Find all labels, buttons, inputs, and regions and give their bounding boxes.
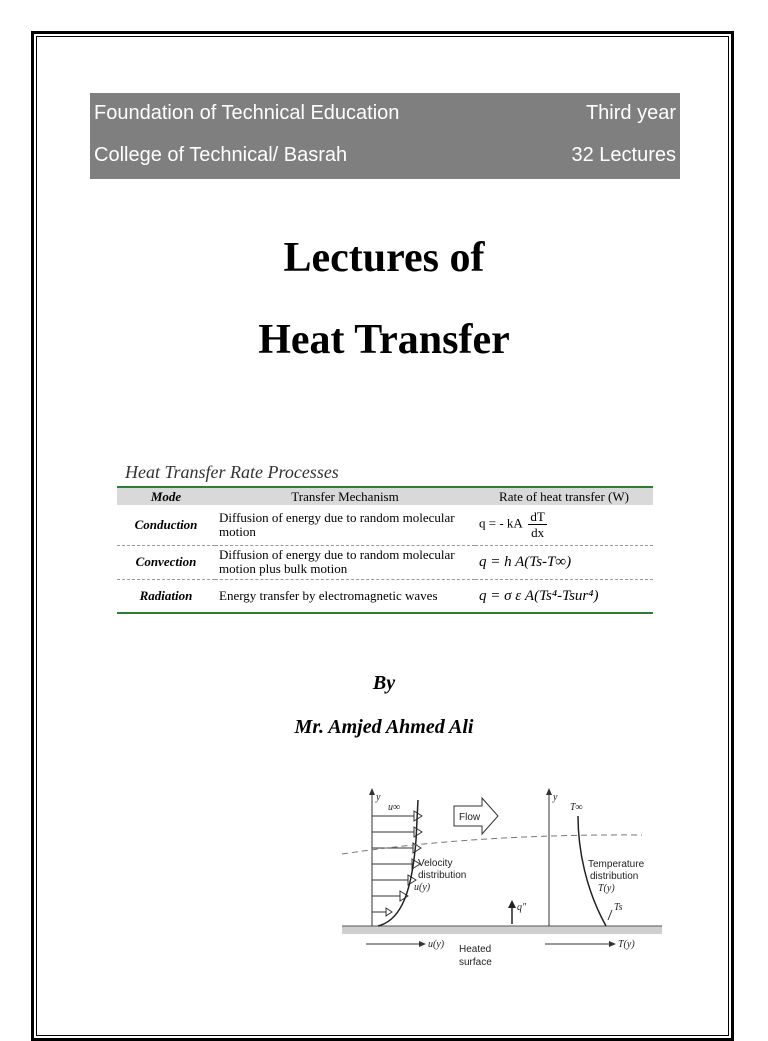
table-row bbox=[117, 545, 653, 579]
left-y-label: y bbox=[376, 792, 381, 803]
boundary-layer-diagram bbox=[342, 780, 662, 975]
college-name: College of Technical/ Basrah bbox=[94, 143, 348, 166]
mechanism-cell: Diffusion of energy due to random molecular motion bbox=[219, 509, 455, 539]
boundary-layer-figure bbox=[342, 780, 662, 975]
right-y-label: y bbox=[553, 792, 558, 803]
temperature-label-2: distribution bbox=[590, 871, 639, 882]
header-row-2 bbox=[94, 139, 676, 171]
rate-processes-table bbox=[117, 462, 653, 614]
heat-flux-arrow-icon bbox=[508, 900, 516, 908]
velocity-arrows bbox=[372, 811, 422, 916]
velocity-label-1: Velocity bbox=[418, 858, 453, 869]
rate-cell bbox=[475, 505, 653, 545]
year-label: Third year bbox=[585, 101, 676, 124]
rate-cell: q = σ ε A(Ts⁴-Tsur⁴) bbox=[475, 579, 653, 613]
rate-cell: q = h A(Ts-T∞) bbox=[475, 545, 653, 579]
rate-prefix: q = - kA bbox=[479, 515, 523, 531]
temperature-label-1: Temperature bbox=[588, 859, 645, 870]
table-caption: Heat Transfer Rate Processes bbox=[125, 462, 339, 482]
mechanism-cell: Diffusion of energy due to random molecular motion plus bulk motion bbox=[215, 545, 475, 579]
right-y-arrow-icon bbox=[546, 788, 552, 795]
header-mode: Mode bbox=[117, 487, 215, 505]
table-header-row bbox=[117, 487, 653, 505]
flow-label: Flow bbox=[459, 812, 481, 823]
heat-flux-label: q″ bbox=[517, 902, 527, 913]
institution-name: Foundation of Technical Education bbox=[94, 101, 400, 124]
header-rate: Rate of heat transfer (W) bbox=[475, 487, 653, 505]
heated-surface-plate bbox=[342, 926, 662, 934]
byline-by: By bbox=[372, 672, 396, 694]
fraction-denominator: dx bbox=[531, 525, 545, 541]
left-y-arrow-icon bbox=[369, 788, 375, 795]
processes-table bbox=[117, 486, 653, 614]
velocity-label-2: distribution bbox=[418, 870, 467, 881]
heated-label-1: Heated bbox=[459, 944, 492, 955]
t-of-y-label: T(y) bbox=[598, 883, 615, 894]
ts-label: Ts bbox=[614, 902, 623, 913]
mode-cell: Convection bbox=[117, 545, 215, 579]
t-inf-label: T∞ bbox=[570, 802, 583, 813]
table-row bbox=[117, 505, 653, 545]
table-row bbox=[117, 579, 653, 613]
author-name: Mr. Amjed Ahmed Ali bbox=[294, 716, 474, 738]
header-mechanism: Transfer Mechanism bbox=[215, 487, 475, 505]
fraction bbox=[528, 509, 546, 540]
header-band bbox=[90, 93, 680, 179]
t-axis-label: T(y) bbox=[618, 939, 635, 950]
mechanism-cell: Energy transfer by electromagnetic waves bbox=[215, 579, 475, 613]
title-line-1: Lectures of bbox=[283, 235, 485, 281]
u-axis-arrow-icon bbox=[419, 941, 426, 947]
lecture-count: 32 Lectures bbox=[571, 143, 676, 166]
heated-label-2: surface bbox=[459, 957, 492, 968]
title-line-2: Heat Transfer bbox=[258, 317, 510, 363]
header-row-1 bbox=[94, 97, 676, 129]
fraction-numerator: dT bbox=[530, 509, 545, 525]
ts-pointer bbox=[608, 910, 612, 920]
t-axis-arrow-icon bbox=[609, 941, 616, 947]
boundary-layer-edge bbox=[342, 835, 642, 854]
mode-cell: Conduction bbox=[134, 516, 198, 532]
u-axis-label: u(y) bbox=[428, 939, 445, 950]
mode-cell: Radiation bbox=[117, 579, 215, 613]
u-inf-label: u∞ bbox=[388, 802, 401, 813]
u-of-y-label: u(y) bbox=[414, 882, 431, 893]
